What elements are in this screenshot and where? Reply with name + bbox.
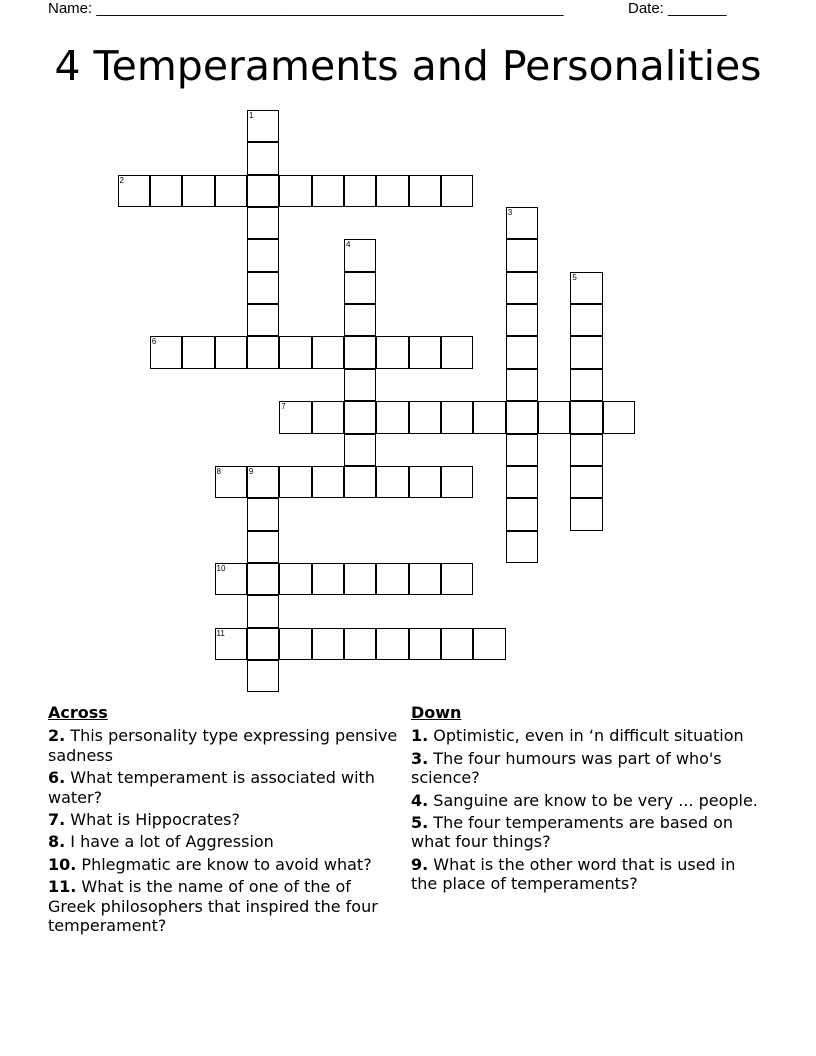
grid-cell[interactable] bbox=[441, 563, 473, 595]
date-field[interactable]: Date: _______ bbox=[628, 0, 727, 17]
across-clue bbox=[48, 855, 398, 874]
grid-cell[interactable] bbox=[441, 175, 473, 207]
across-clue bbox=[48, 832, 398, 851]
grid-cell[interactable] bbox=[376, 563, 408, 595]
down-clue-list bbox=[411, 726, 761, 893]
clue-number: 5. bbox=[411, 813, 429, 833]
grid-cell[interactable] bbox=[376, 401, 408, 433]
grid-cell[interactable] bbox=[506, 531, 538, 563]
grid-cell[interactable] bbox=[506, 498, 538, 530]
grid-cell[interactable] bbox=[247, 175, 279, 207]
across-clue bbox=[48, 877, 398, 935]
grid-cell[interactable] bbox=[570, 304, 602, 336]
grid-cell[interactable] bbox=[570, 272, 602, 304]
grid-cell[interactable] bbox=[312, 628, 344, 660]
grid-cell[interactable] bbox=[247, 595, 279, 627]
grid-cell[interactable] bbox=[409, 466, 441, 498]
grid-cell[interactable] bbox=[247, 563, 279, 595]
grid-cell[interactable] bbox=[376, 336, 408, 368]
clue-text: I have a lot of Aggression bbox=[65, 832, 274, 852]
clue-number: 10 bbox=[216, 563, 226, 573]
grid-cell[interactable] bbox=[506, 336, 538, 368]
grid-cell[interactable] bbox=[506, 304, 538, 336]
clue-text: What is Hippocrates? bbox=[65, 810, 240, 830]
grid-cell[interactable] bbox=[344, 401, 376, 433]
grid-cell[interactable] bbox=[376, 628, 408, 660]
grid-cell[interactable] bbox=[247, 466, 279, 498]
grid-cell[interactable] bbox=[441, 628, 473, 660]
across-clue bbox=[48, 726, 398, 765]
grid-cell[interactable] bbox=[570, 401, 602, 433]
clue-text: What is the name of one of the of Greek philosophers that inspired the four temperament? bbox=[48, 877, 378, 936]
grid-cell[interactable] bbox=[441, 401, 473, 433]
grid-cell[interactable] bbox=[247, 304, 279, 336]
clue-number: 9 bbox=[248, 466, 254, 476]
down-heading: Down bbox=[411, 703, 462, 722]
grid-cell[interactable] bbox=[247, 336, 279, 368]
grid-cell[interactable] bbox=[570, 498, 602, 530]
clue-number: 2 bbox=[119, 175, 124, 185]
grid-cell[interactable] bbox=[182, 175, 214, 207]
grid-cell[interactable] bbox=[473, 401, 505, 433]
clue-number: 3 bbox=[507, 208, 513, 218]
clue-number: 7 bbox=[281, 402, 286, 412]
grid-cell[interactable] bbox=[312, 563, 344, 595]
grid-cell[interactable] bbox=[215, 466, 247, 498]
grid-cell[interactable] bbox=[279, 628, 311, 660]
grid-cell[interactable] bbox=[441, 336, 473, 368]
grid-cell[interactable] bbox=[344, 239, 376, 271]
clues-across bbox=[48, 703, 398, 938]
clue-number: 2. bbox=[48, 726, 66, 746]
clue-number: 9. bbox=[411, 854, 429, 874]
grid-cell[interactable] bbox=[247, 498, 279, 530]
clue-number: 7. bbox=[48, 810, 66, 830]
grid-cell[interactable] bbox=[279, 175, 311, 207]
clue-number: 8. bbox=[48, 832, 66, 852]
page-title: 4 Temperaments and Personalities bbox=[54, 42, 762, 90]
clue-text: What temperament is associated with water? bbox=[48, 768, 375, 807]
clue-number: 6. bbox=[48, 768, 66, 788]
clue-text: What is the other word that is used in the place of temperaments? bbox=[411, 854, 736, 894]
clue-number: 1 bbox=[248, 111, 254, 120]
grid-cell[interactable] bbox=[344, 336, 376, 368]
grid-cell[interactable] bbox=[506, 369, 538, 401]
down-clue bbox=[411, 749, 761, 788]
grid-cell[interactable] bbox=[279, 336, 311, 368]
grid-cell[interactable] bbox=[506, 434, 538, 466]
grid-cell[interactable] bbox=[344, 466, 376, 498]
across-clue bbox=[48, 810, 398, 829]
clue-text: Optimistic, even in ‘n difficult situation bbox=[428, 726, 744, 746]
grid-cell[interactable] bbox=[376, 466, 408, 498]
grid-cell[interactable] bbox=[538, 401, 570, 433]
grid-cell[interactable] bbox=[344, 272, 376, 304]
grid-cell[interactable] bbox=[215, 336, 247, 368]
grid-cell[interactable] bbox=[409, 628, 441, 660]
grid-cell[interactable] bbox=[247, 207, 279, 239]
grid-cell[interactable] bbox=[506, 239, 538, 271]
grid-cell[interactable] bbox=[344, 563, 376, 595]
grid-cell[interactable] bbox=[312, 175, 344, 207]
grid-cell[interactable] bbox=[215, 175, 247, 207]
grid-cell[interactable] bbox=[409, 336, 441, 368]
grid-cell[interactable] bbox=[409, 175, 441, 207]
down-clue bbox=[411, 813, 761, 852]
clue-number: 3. bbox=[411, 748, 429, 768]
grid-cell[interactable] bbox=[570, 336, 602, 368]
down-clue bbox=[411, 726, 761, 745]
grid-cell[interactable] bbox=[409, 401, 441, 433]
grid-cell[interactable] bbox=[279, 466, 311, 498]
grid-cell[interactable] bbox=[247, 239, 279, 271]
grid-cell[interactable] bbox=[409, 563, 441, 595]
grid-cell[interactable] bbox=[506, 207, 538, 239]
clue-number: 4. bbox=[411, 790, 429, 810]
grid-cell[interactable] bbox=[247, 272, 279, 304]
grid-cell[interactable] bbox=[441, 466, 473, 498]
clue-text: The four temperaments are based on what four things? bbox=[411, 813, 733, 852]
clue-text: Phlegmatic are know to avoid what? bbox=[76, 854, 372, 874]
grid-cell[interactable] bbox=[506, 272, 538, 304]
grid-cell[interactable] bbox=[118, 175, 150, 207]
grid-cell[interactable] bbox=[279, 401, 311, 433]
grid-cell[interactable] bbox=[247, 660, 279, 692]
grid-cell[interactable] bbox=[344, 628, 376, 660]
clue-number: 1. bbox=[411, 726, 429, 746]
clue-text: The four humours was part of who's science? bbox=[411, 748, 722, 788]
name-field[interactable]: Name: ________________________________________________________ bbox=[48, 0, 564, 17]
grid-cell[interactable] bbox=[312, 466, 344, 498]
grid-cell[interactable] bbox=[344, 304, 376, 336]
grid-cell[interactable] bbox=[215, 628, 247, 660]
grid-cell[interactable] bbox=[473, 628, 505, 660]
grid-cell[interactable] bbox=[215, 563, 247, 595]
grid-cell[interactable] bbox=[247, 531, 279, 563]
clue-number: 11. bbox=[48, 877, 77, 897]
across-heading: Across bbox=[48, 703, 108, 722]
grid-cell[interactable] bbox=[376, 175, 408, 207]
grid-cell[interactable] bbox=[312, 401, 344, 433]
grid-cell[interactable] bbox=[506, 401, 538, 433]
grid-cell[interactable] bbox=[279, 563, 311, 595]
down-clue bbox=[411, 791, 761, 810]
clues-down bbox=[411, 703, 761, 897]
grid-cell[interactable] bbox=[344, 369, 376, 401]
clue-text: This personality type expressing pensive sadness bbox=[48, 726, 398, 765]
grid-cell[interactable] bbox=[150, 336, 182, 368]
clue-number: 10. bbox=[48, 854, 77, 874]
clue-number: 5 bbox=[572, 272, 577, 282]
grid-cell[interactable] bbox=[247, 110, 279, 142]
grid-cell[interactable] bbox=[150, 175, 182, 207]
grid-cell[interactable] bbox=[570, 466, 602, 498]
clue-number: 4 bbox=[345, 240, 351, 250]
grid-cell[interactable] bbox=[247, 142, 279, 174]
grid-cell[interactable] bbox=[570, 369, 602, 401]
grid-cell[interactable] bbox=[247, 628, 279, 660]
clue-number: 11 bbox=[216, 628, 225, 638]
clue-number: 8 bbox=[216, 466, 221, 476]
grid-cell[interactable] bbox=[570, 434, 602, 466]
grid-cell[interactable] bbox=[344, 434, 376, 466]
across-clue bbox=[48, 768, 398, 807]
down-clue bbox=[411, 855, 761, 894]
grid-cell[interactable] bbox=[182, 336, 214, 368]
across-clue-list bbox=[48, 726, 398, 935]
clue-number: 6 bbox=[151, 337, 157, 347]
grid-cell[interactable] bbox=[506, 466, 538, 498]
grid-cell[interactable] bbox=[603, 401, 635, 433]
grid-cell[interactable] bbox=[312, 336, 344, 368]
grid-cell[interactable] bbox=[344, 175, 376, 207]
clue-text: Sanguine are know to be very ... people. bbox=[428, 790, 758, 810]
